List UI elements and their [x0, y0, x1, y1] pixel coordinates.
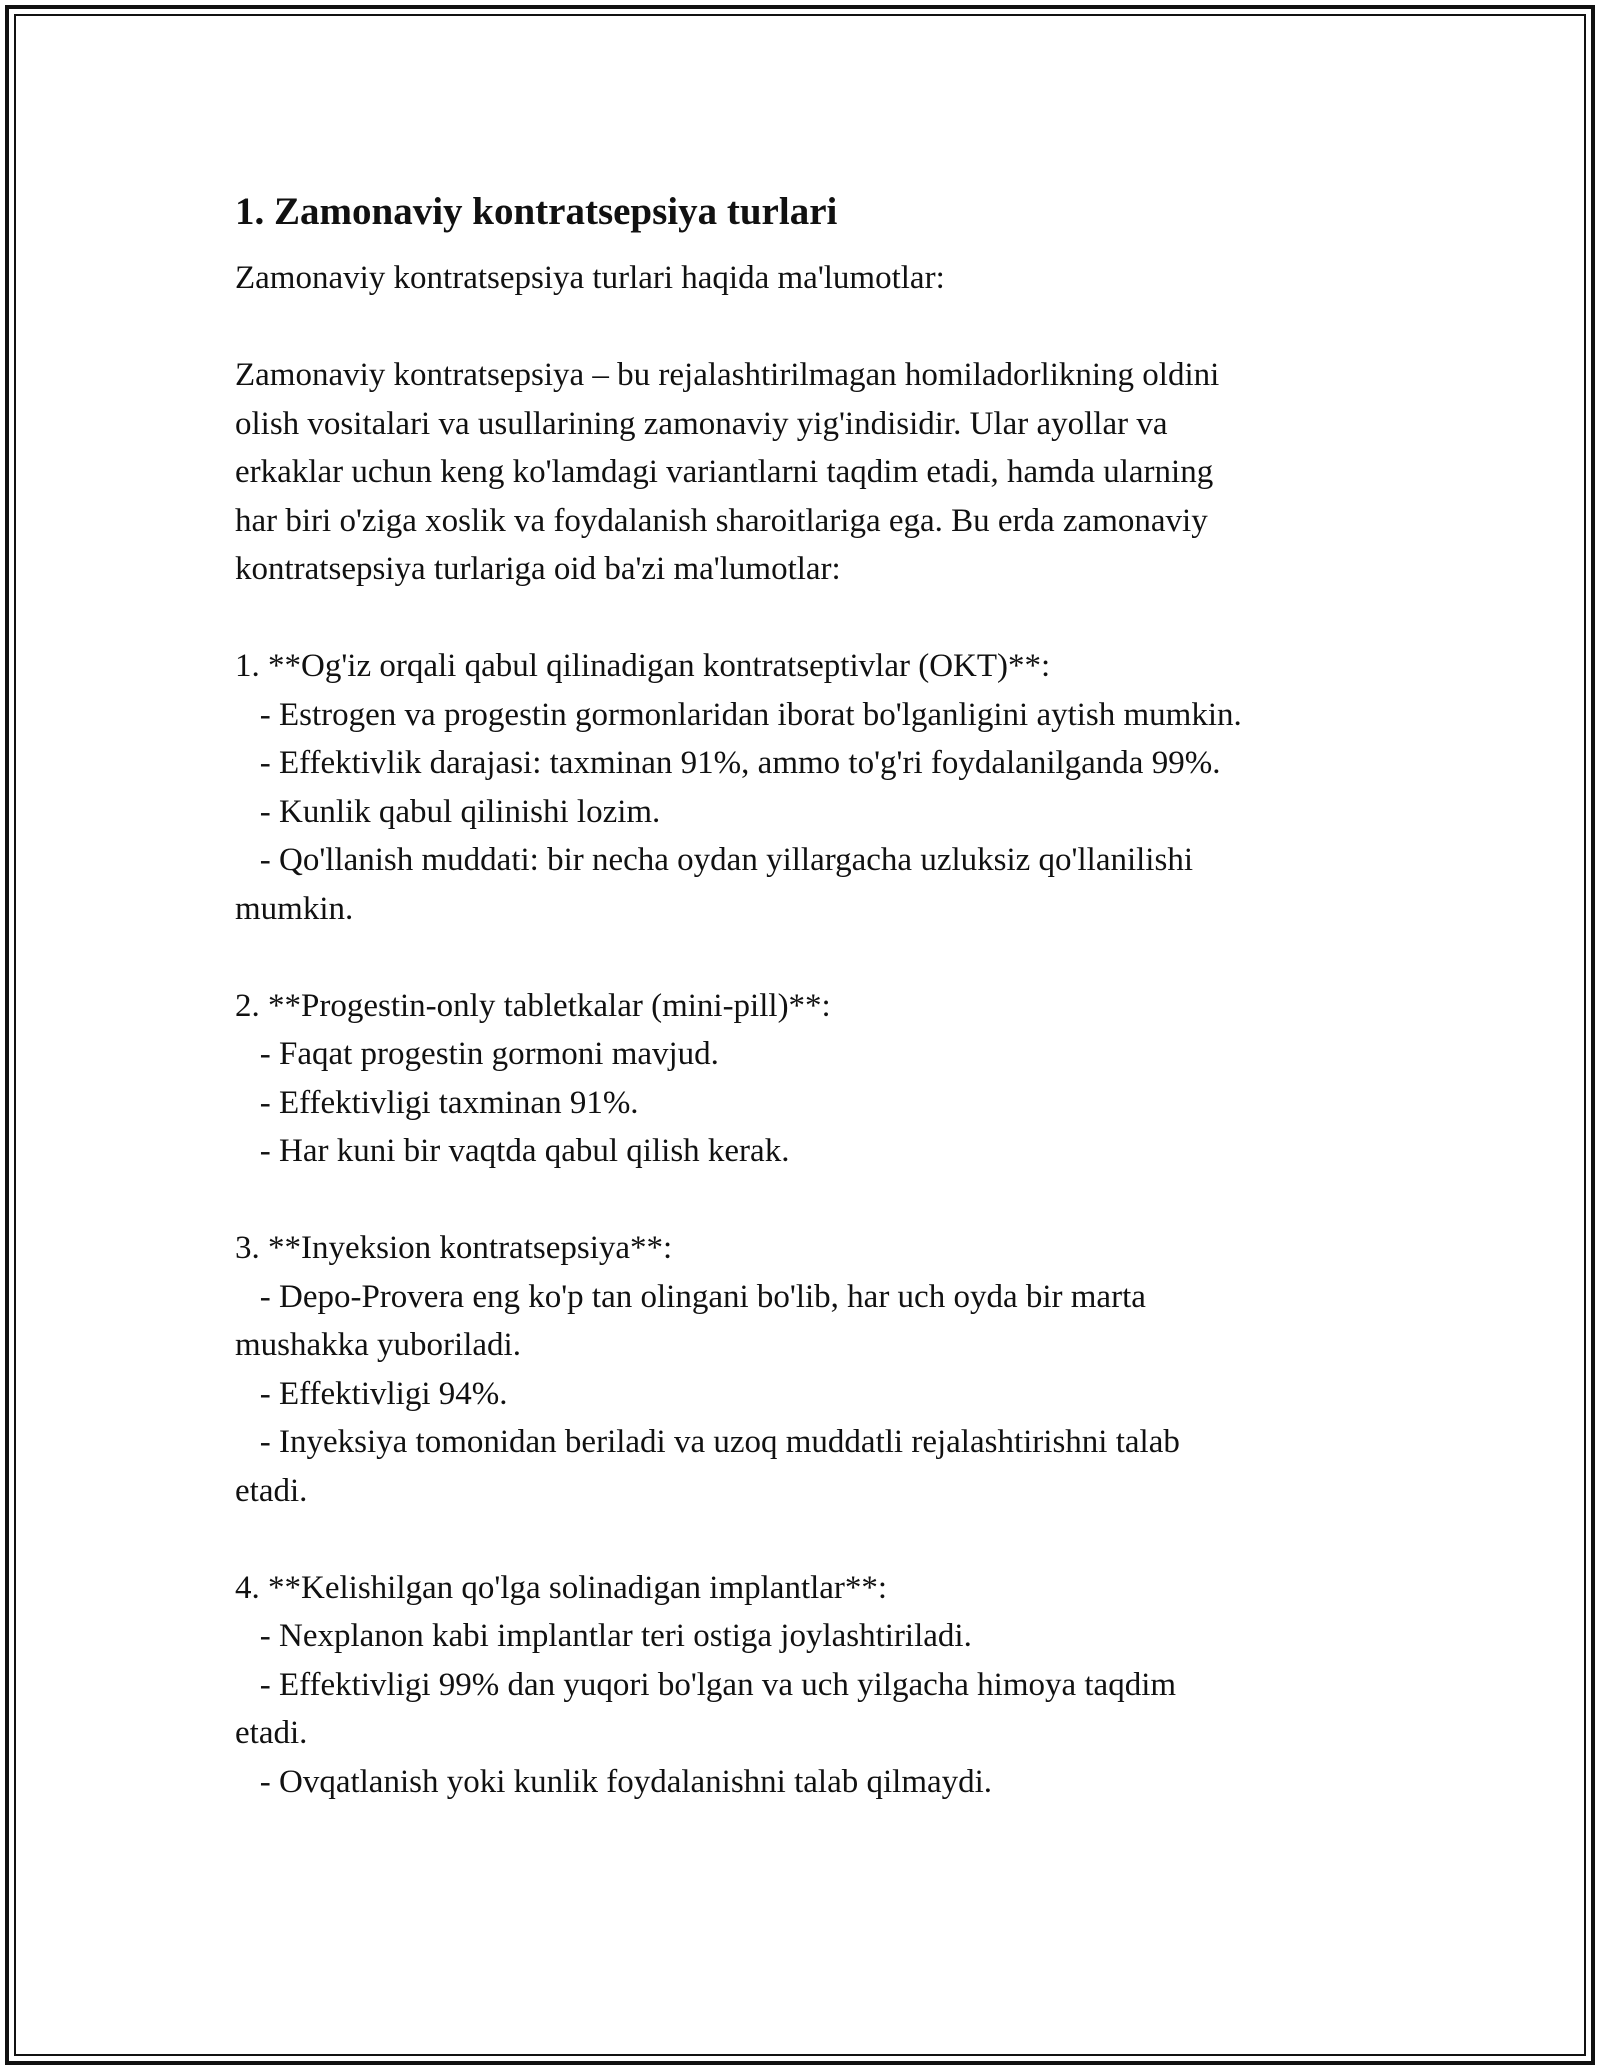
definition-line: Zamonaviy kontratsepsiya – bu rejalashtirilmagan homiladorlikning oldini [235, 357, 1220, 393]
section-line: etadi. [235, 1715, 308, 1751]
section-okt [235, 642, 1415, 933]
section-line: mushakka yuboriladi. [235, 1327, 521, 1363]
spacer [235, 594, 1415, 643]
section-mini-pill [235, 982, 1415, 1176]
document-body [235, 184, 1415, 1806]
definition-line: olish vositalari va usullarining zamonaviy yig'indisidir. Ular ayollar va [235, 405, 1168, 442]
spacer [235, 303, 1415, 352]
section-line: - Effektivlik darajasi: taxminan 91%, ammo to'g'ri foydalanilganda 99%. [235, 745, 1221, 781]
section-title: 1. **Og'iz orqali qabul qilinadigan kontratseptivlar (OKT)**: [235, 648, 1051, 684]
section-title: 4. **Kelishilgan qo'lga solinadigan implantlar**: [235, 1569, 888, 1606]
section-line: - Inyeksiya tomonidan beriladi va uzoq muddatli rejalashtirishni talab [235, 1424, 1180, 1460]
section-title: 2. **Progestin-only tabletkalar (mini-pill)**: [235, 987, 831, 1024]
section-line: etadi. [235, 1472, 308, 1509]
section-line: - Depo-Provera eng ko'p tan olingani bo'lib, har uch oyda bir marta [235, 1278, 1146, 1315]
section-injection [235, 1224, 1415, 1515]
section-line: - Kunlik qabul qilinishi lozim. [235, 793, 661, 830]
section-line: mumkin. [235, 890, 354, 927]
intro-text: Zamonaviy kontratsepsiya turlari haqida ma'lumotlar: [235, 260, 945, 296]
section-title: 3. **Inyeksion kontratsepsiya**: [235, 1230, 673, 1266]
section-line: - Effektivligi 94%. [235, 1375, 508, 1412]
section-line: - Faqat progestin gormoni mavjud. [235, 1036, 719, 1072]
spacer [235, 933, 1415, 982]
spacer [235, 1176, 1415, 1225]
section-line: - Effektivligi taxminan 91%. [235, 1084, 639, 1121]
definition-line: kontratsepsiya turlariga oid ba'zi ma'lumotlar: [235, 551, 841, 587]
section-implants [235, 1564, 1415, 1807]
document-heading: 1. Zamonaviy kontratsepsiya turlari [235, 190, 838, 233]
section-line: - Har kuni bir vaqtda qabul qilish kerak. [235, 1133, 790, 1169]
section-line: - Ovqatlanish yoki kunlik foydalanishni talab qilmaydi. [235, 1763, 993, 1800]
section-line: - Qo'llanish muddati: bir necha oydan yillargacha uzluksiz qo'llanilishi [235, 842, 1193, 878]
definition-line: har biri o'ziga xoslik va foydalanish sharoitlariga ega. Bu erda zamonaviy [235, 502, 1208, 539]
spacer [235, 1515, 1415, 1564]
section-line: - Effektivligi 99% dan yuqori bo'lgan va uch yilgacha himoya taqdim [235, 1666, 1177, 1703]
definition-line: erkaklar uchun keng ko'lamdagi variantlarni taqdim etadi, hamda ularning [235, 454, 1214, 490]
section-line: - Estrogen va progestin gormonlaridan iborat bo'lganligini aytish mumkin. [235, 696, 1242, 733]
section-line: - Nexplanon kabi implantlar teri ostiga joylashtiriladi. [235, 1618, 972, 1654]
definition-paragraph [235, 351, 1415, 594]
